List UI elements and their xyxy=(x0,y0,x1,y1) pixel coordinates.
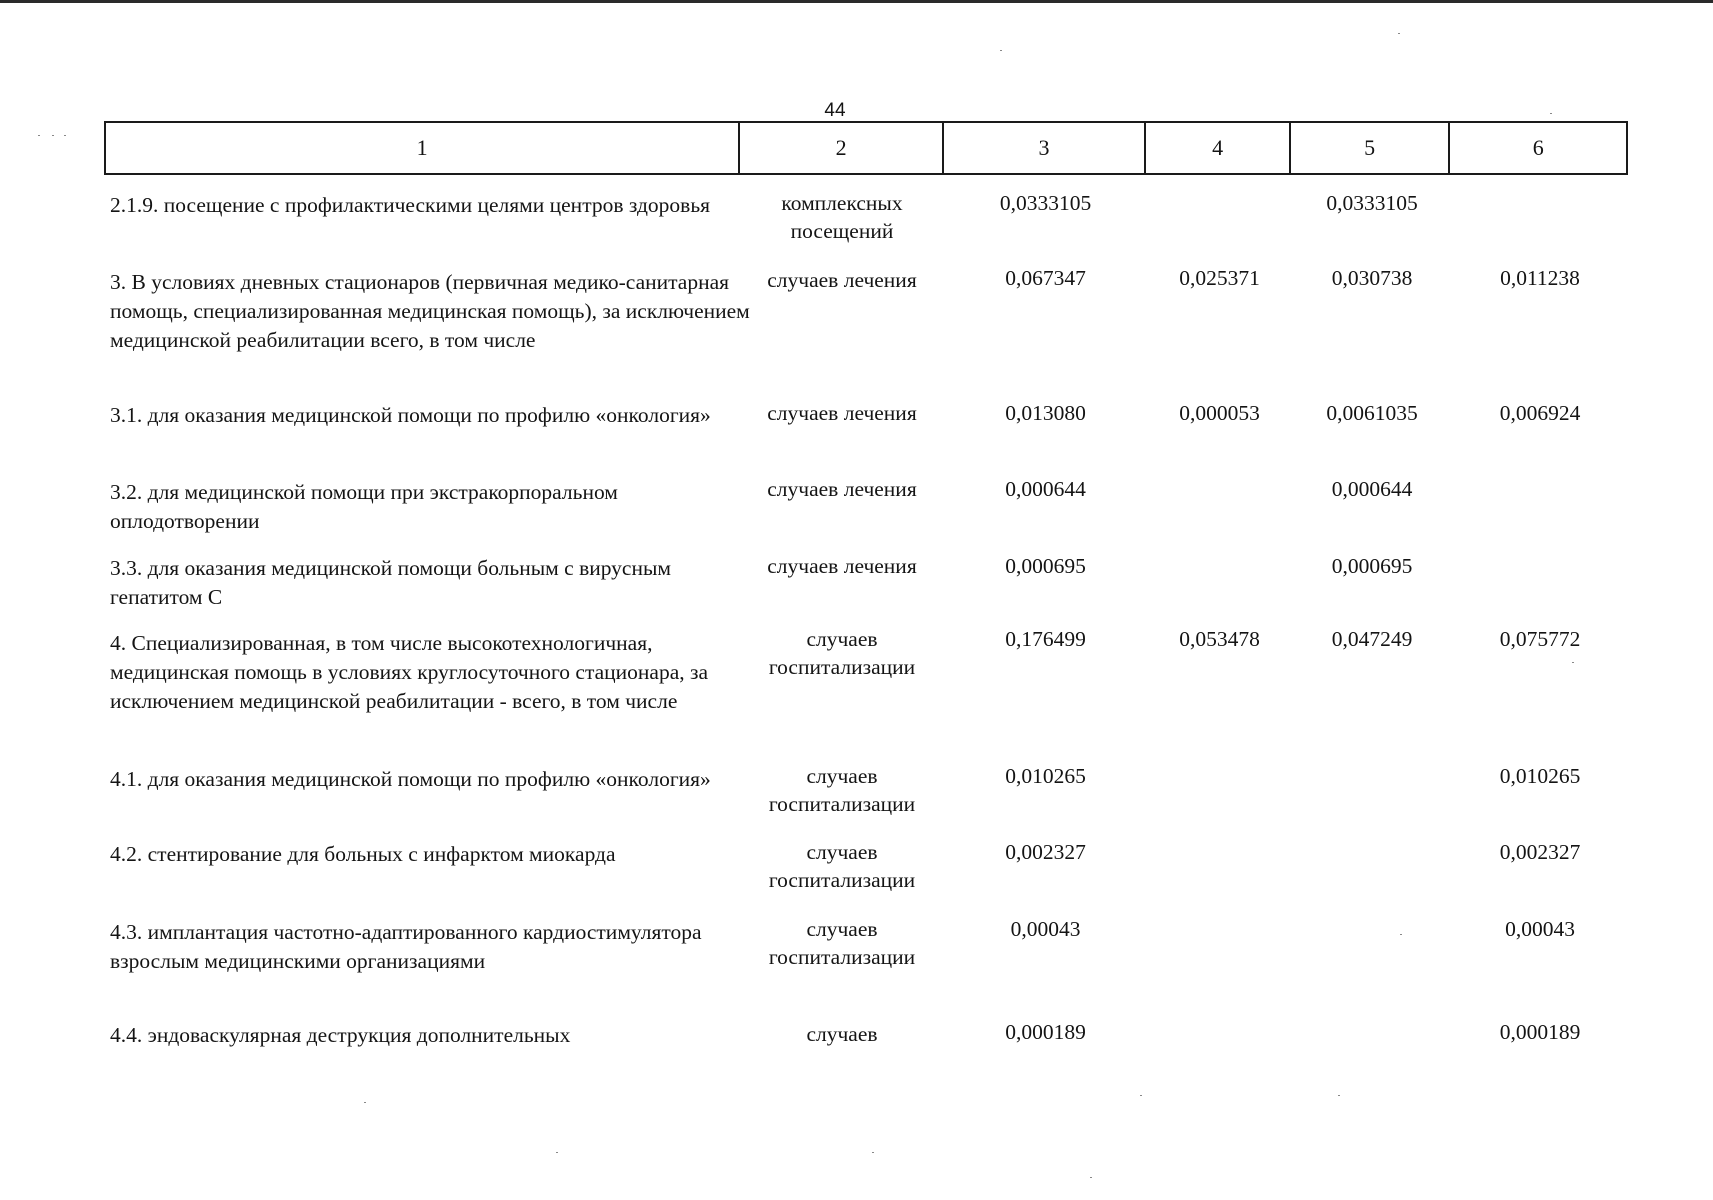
scan-top-border xyxy=(0,0,1713,3)
scan-speck xyxy=(556,1152,558,1153)
scan-speck xyxy=(38,135,40,136)
row-value-col6: 0,002327 xyxy=(1499,840,1581,864)
row-value-col6: 0,010265 xyxy=(1499,764,1581,788)
header-col-2: 2 xyxy=(740,123,943,173)
row-value-col5: 0,000644 xyxy=(1331,477,1413,501)
scan-speck xyxy=(872,1152,874,1153)
row-name: 4.3. имплантация частотно-адаптированного кардиостимулятора взрослым медицинскими организациями xyxy=(110,920,702,973)
row-name: 3.1. для оказания медицинской помощи по профилю «онкология» xyxy=(110,403,711,427)
header-col-1: 1 xyxy=(106,123,740,173)
row-value-col4: 0,025371 xyxy=(1179,266,1260,290)
row-unit: случаев лечения xyxy=(767,401,917,425)
row-name: 3.3. для оказания медицинской помощи больным с вирусным гепатитом С xyxy=(110,556,672,609)
scan-speck xyxy=(1090,1177,1092,1178)
header-col-6: 6 xyxy=(1532,135,1544,160)
scan-speck xyxy=(64,135,66,136)
row-value-col5: 0,0061035 xyxy=(1326,401,1418,425)
header-col-5: 5 xyxy=(1291,123,1451,173)
row-value-col6: 0,006924 xyxy=(1499,401,1581,425)
row-value-col3: 0,000695 xyxy=(1005,554,1086,578)
row-value-col3: 0,0333105 xyxy=(999,191,1092,215)
row-name: 4.1. для оказания медицинской помощи по профилю «онкология» xyxy=(110,767,711,791)
row-value-col3: 0,176499 xyxy=(1005,627,1086,651)
table-header xyxy=(104,121,1628,175)
row-unit: случаев госпитализации xyxy=(768,840,916,892)
scan-speck xyxy=(1400,934,1402,935)
row-value-col6: 0,00043 xyxy=(1505,917,1575,941)
row-name: 3.2. для медицинской помощи при экстракорпоральном оплодотворении xyxy=(110,480,618,533)
row-value-col6: 0,000189 xyxy=(1499,1020,1581,1044)
scan-speck xyxy=(52,135,54,136)
row-value-col5: 0,030738 xyxy=(1331,266,1413,290)
scan-speck xyxy=(364,1102,366,1103)
row-name: 4. Специализированная, в том числе высокотехнологичная, медицинская помощь в условиях круглосуточного стационара, за исключением медицинской реабилитации - всего, в том числе xyxy=(110,631,709,713)
row-value-col3: 0,013080 xyxy=(1005,401,1086,425)
row-name: 4.2. стентирование для больных с инфарктом миокарда xyxy=(110,842,616,866)
scan-speck xyxy=(1572,662,1574,663)
row-unit: случаев госпитализации xyxy=(768,917,916,969)
row-unit: случаев лечения xyxy=(767,268,917,292)
scan-speck xyxy=(1398,33,1400,34)
row-value-col3: 0,000644 xyxy=(1005,477,1086,501)
scan-speck xyxy=(1140,1095,1142,1096)
row-value-col5: 0,0333105 xyxy=(1326,191,1418,215)
row-name: 2.1.9. посещение с профилактическими целями центров здоровья xyxy=(110,193,711,217)
row-name: 4.4. эндоваскулярная деструкция дополнительных xyxy=(110,1023,571,1047)
row-value-col5: 0,047249 xyxy=(1331,627,1413,651)
scan-speck xyxy=(1338,1095,1340,1096)
row-value-col5: 0,000695 xyxy=(1331,554,1413,578)
row-name: 3. В условиях дневных стационаров (первичная медико-санитарная помощь, специализированная медицинская помощь), за исключением медицинской реабилитации всего, в том числе xyxy=(110,270,750,352)
row-value-col3: 0,067347 xyxy=(1005,266,1086,290)
row-value-col6: 0,011238 xyxy=(1500,266,1580,290)
row-value-col3: 0,000189 xyxy=(1005,1020,1086,1044)
header-col-4: 4 xyxy=(1146,123,1291,173)
row-value-col3: 0,002327 xyxy=(1005,840,1086,864)
row-value-col3: 0,010265 xyxy=(1005,764,1086,788)
header-col-3: 3 xyxy=(944,123,1146,173)
row-unit: комплексных посещений xyxy=(781,191,903,243)
row-unit: случаев xyxy=(806,1022,878,1046)
row-value-col3: 0,00043 xyxy=(1010,917,1081,941)
page-number: 44 xyxy=(824,100,846,121)
scan-speck xyxy=(1550,113,1552,114)
row-unit: случаев лечения xyxy=(767,477,917,501)
row-unit: случаев госпитализации xyxy=(768,764,916,816)
row-value-col4: 0,000053 xyxy=(1179,401,1260,425)
scan-speck xyxy=(1000,50,1002,51)
row-unit: случаев госпитализации xyxy=(768,627,916,679)
row-value-col4: 0,053478 xyxy=(1179,627,1260,651)
row-value-col6: 0,075772 xyxy=(1499,627,1581,651)
row-unit: случаев лечения xyxy=(767,554,917,578)
